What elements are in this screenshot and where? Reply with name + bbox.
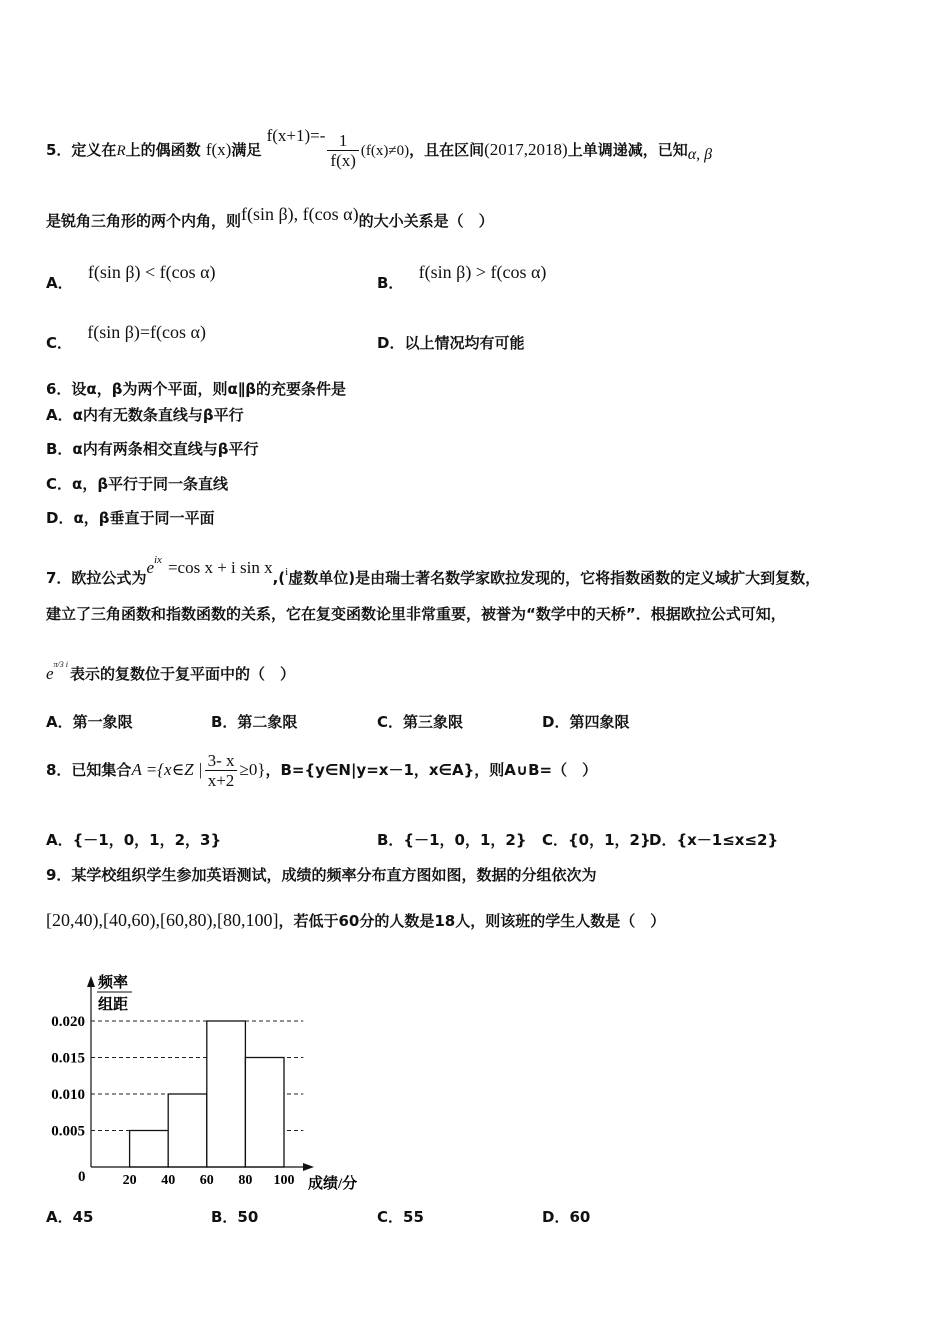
x-tick-label-1: 40: [161, 1173, 176, 1188]
q9-line2: [46, 910, 665, 931]
q8-option-a: A．{－1，0，1，2，3}: [46, 831, 222, 849]
y-label-top: 频率: [98, 975, 129, 991]
y-tick-label-3: 0.020: [51, 1014, 85, 1030]
q8-set-lhs: A ={x∈Z |: [131, 760, 203, 779]
histogram-chart: [40, 970, 380, 1200]
q5-line2-b: 的大小关系是（ ）: [358, 212, 494, 230]
x-axis-label: 成绩/分: [308, 1176, 358, 1192]
q5-fx: f(x): [205, 140, 232, 159]
chart-bars: [130, 1021, 284, 1167]
q5-option-d: [377, 332, 524, 353]
q5-option-b-letter: B．: [377, 274, 404, 292]
q5-option-a-expr: f(sin β) < f(cos α): [87, 262, 216, 282]
chart-y-ticks: [51, 1014, 85, 1140]
q8-option-d: D．{x－1≤x≤2}: [649, 831, 779, 849]
q7-line3-sup: π/3 i: [53, 660, 68, 669]
q8-option-c: C．{0，1，2}: [542, 831, 651, 849]
q5-ab: α, β: [687, 146, 713, 163]
histogram-bar-0: [130, 1131, 169, 1168]
q5-cond-fraction: [327, 131, 358, 170]
y-tick-label-2: 0.015: [51, 1050, 85, 1067]
q5-line2-expr: f(sin β), f(cos α): [241, 204, 359, 224]
q6-option-b: B．α内有两条相交直线与β平行: [46, 440, 259, 458]
q7-formula-e: e: [146, 558, 154, 577]
q8-option-b: B．{－1，0，1，2}: [377, 831, 527, 849]
y-tick-label-1: 0.010: [51, 1087, 85, 1103]
q9-option-b: B．50: [211, 1208, 259, 1226]
q5-option-c-expr: f(sin β)=f(cos α): [87, 322, 206, 342]
q9-stem-b: ，若低于60分的人数是18人，则该班的学生人数是（ ）: [278, 912, 666, 930]
q6-stem: 6．设α，β为两个平面，则α∥β的充要条件是: [46, 380, 347, 398]
q5-interval: (2017,2018): [484, 140, 568, 159]
q5-option-d-letter: D．: [377, 334, 405, 352]
x-tick-label-4: 100: [273, 1173, 295, 1188]
q5-stem-e: 上单调递减，已知: [567, 141, 688, 159]
q8-set-den: x+2: [207, 771, 235, 790]
q9-option-d: D．60: [542, 1208, 591, 1226]
q9-option-c: C．55: [377, 1208, 424, 1226]
y-axis-arrow: [87, 976, 95, 987]
q5-option-b-expr: f(sin β) > f(cos α): [418, 262, 547, 282]
q5-R: R: [116, 143, 126, 159]
q5-cond-num: 1: [327, 131, 358, 151]
q5-cond-den: f(x): [330, 151, 356, 170]
q8-set-rhs: ≥0}: [239, 760, 266, 779]
histogram-bar-1: [168, 1094, 207, 1167]
origin-label: 0: [78, 1169, 86, 1185]
x-tick-label-0: 20: [122, 1173, 137, 1188]
q8-stem-b: ，B={y∈N|y=x－1，x∈A}，则A∪B=（ ）: [265, 761, 598, 779]
q7-option-a: A．第一象限: [46, 713, 133, 731]
q7-option-b: B．第二象限: [211, 713, 298, 731]
q5-stem-b: 上的偶函数: [125, 141, 201, 159]
q7-line1: [46, 540, 820, 598]
q9-stem: 9．某学校组织学生参加英语测试，成绩的频率分布直方图如图，数据的分组依次为: [46, 866, 597, 884]
x-axis-arrow: [303, 1163, 314, 1171]
q7-option-d: D．第四象限: [542, 713, 630, 731]
y-tick-label-0: 0.005: [51, 1123, 85, 1140]
x-tick-label-2: 60: [199, 1173, 214, 1188]
q5-option-c-letter: C．: [46, 334, 73, 352]
q5-option-a: [46, 262, 216, 293]
q5-stem-a: 5．定义在: [46, 141, 117, 159]
q5-line1: [46, 110, 712, 181]
q8-set-fraction: [205, 751, 238, 790]
q6-option-d: D．α，β垂直于同一平面: [46, 509, 215, 527]
q7-i-small: i: [285, 566, 289, 578]
histogram-bar-2: [207, 1021, 246, 1167]
q7-option-c: C．第三象限: [377, 713, 464, 731]
q7-stem-c: 虚数单位)是由瑞士著名数学家欧拉发现的，它将指数函数的定义域扩大到复数，: [288, 569, 821, 587]
y-label-bottom: 组距: [98, 997, 129, 1013]
q7-formula-rest: =cos x + i sin x: [167, 558, 273, 577]
q5-line2-a: 是锐角三角形的两个内角，则: [46, 212, 242, 230]
q5-stem-c: 满足: [231, 141, 262, 159]
q5-cond-lhs: f(x+1)=-: [266, 126, 326, 145]
histogram-bar-3: [245, 1058, 284, 1168]
q8-stem-a: 8．已知集合: [46, 761, 132, 779]
q8-set-num: 3- x: [205, 751, 238, 771]
q9-option-a: A．45: [46, 1208, 94, 1226]
q5-option-d-text: 以上情况均有可能: [404, 334, 525, 352]
q9-intervals: [20,40),[40,60),[60,80),[80,100]: [46, 910, 279, 930]
x-tick-label-3: 80: [238, 1173, 253, 1188]
q7-line3: [46, 660, 295, 684]
q7-line2: 建立了三角函数和指数函数的关系，它在复变函数论里非常重要，被誉为“数学中的天桥”．根据欧拉公式可知，: [46, 605, 786, 623]
q5-cond-paren: (f(x)≠0): [360, 143, 410, 159]
q5-stem-d: ，且在区间: [409, 141, 485, 159]
q7-formula-sup: ix: [154, 554, 162, 566]
q7-line3-text: 表示的复数位于复平面中的（ ）: [70, 665, 296, 683]
q7-line3-e: e: [46, 664, 54, 683]
q6-option-c: C．α，β平行于同一条直线: [46, 475, 229, 493]
q7-stem-a: 7．欧拉公式为: [46, 569, 147, 587]
q8-line: [46, 746, 597, 794]
q6-option-a: A．α内有无数条直线与β平行: [46, 406, 244, 424]
q5-option-b: [377, 262, 546, 293]
chart-x-ticks: [123, 1173, 295, 1188]
q5-line2: [46, 204, 494, 231]
q5-option-a-letter: A．: [46, 274, 73, 292]
q5-option-c: [46, 322, 206, 353]
q7-stem-b: ,(: [272, 569, 286, 587]
